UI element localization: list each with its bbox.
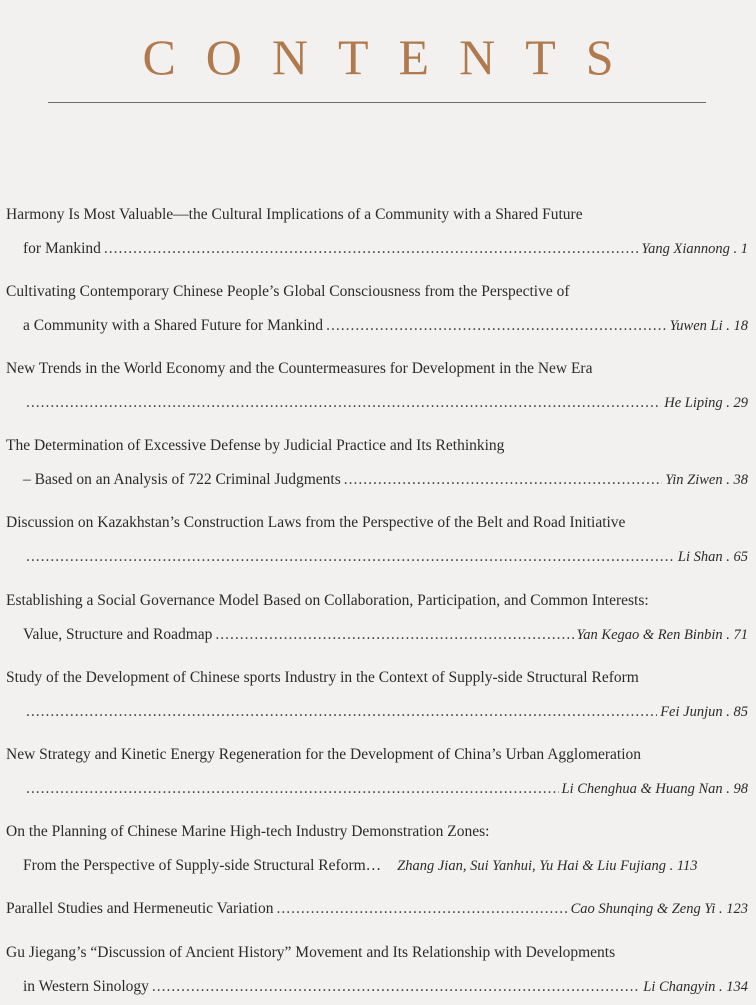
page-title: CONTENTS <box>142 29 644 85</box>
toc-entry-author-page: Fei Junjun . 85 <box>660 704 748 720</box>
toc-entry[interactable] <box>6 661 748 729</box>
toc-entry-title: New Strategy and Kinetic Energy Regeneration for the Development of China’s Urban Agglomeration <box>6 746 642 763</box>
toc-entry-subtitle: From the Perspective of Supply-side Structural Reform… <box>23 857 382 874</box>
toc-entry-author-page: Yuwen Li . 18 <box>669 318 748 334</box>
toc-entry-title: Cultivating Contemporary Chinese People’s Global Consciousness from the Perspective of <box>6 283 570 300</box>
dot-leader <box>104 232 638 266</box>
toc-entry-author-page: Li Chenghua & Huang Nan . 98 <box>561 781 748 797</box>
toc-entry-title: Harmony Is Most Valuable—the Cultural Implications of a Community with a Shared Future <box>6 206 583 223</box>
dot-leader <box>344 463 663 497</box>
toc-entry[interactable] <box>6 584 748 652</box>
dot-leader <box>276 892 567 926</box>
toc-entry[interactable] <box>6 198 748 266</box>
toc-entry[interactable] <box>6 275 748 343</box>
toc-entry-title: On the Planning of Chinese Marine High-tech Industry Demonstration Zones: <box>6 823 490 840</box>
dot-leader <box>26 386 661 420</box>
toc-entry[interactable] <box>6 936 748 1004</box>
toc-entry-title: Study of the Development of Chinese sports Industry in the Context of Supply-side Structural Reform <box>6 669 639 686</box>
toc-entry-author-page: Yan Kegao & Ren Binbin . 71 <box>576 627 748 643</box>
toc-entry-author-page: Zhang Jian, Sui Yanhui, Yu Hai & Liu Fujiang . 113 <box>397 858 698 874</box>
dot-leader <box>26 540 675 574</box>
toc-entry-title: New Trends in the World Economy and the Countermeasures for Development in the New Era <box>6 360 593 377</box>
toc-entry-title: Establishing a Social Governance Model Based on Collaboration, Participation, and Common Interests: <box>6 592 649 609</box>
toc-entry-title: The Determination of Excessive Defense by Judicial Practice and Its Rethinking <box>6 437 505 454</box>
toc-entry-subtitle: for Mankind <box>23 240 101 257</box>
toc-entry-title: Discussion on Kazakhstan’s Construction Laws from the Perspective of the Belt and Road Initiative <box>6 514 626 531</box>
toc-entry-author-page: He Liping . 29 <box>664 395 748 411</box>
toc-entry-subtitle: in Western Sinology <box>23 978 149 995</box>
toc-entry[interactable] <box>6 352 748 420</box>
dot-leader <box>152 970 640 1004</box>
toc-entry[interactable] <box>6 506 748 574</box>
title-divider <box>48 102 706 103</box>
dot-leader <box>326 309 667 343</box>
toc-entry[interactable] <box>6 815 748 883</box>
toc-entry-author-page: Cao Shunqing & Zeng Yi . 123 <box>570 901 748 917</box>
dot-leader <box>26 772 559 806</box>
toc-entry-title: Parallel Studies and Hermeneutic Variation <box>6 900 274 917</box>
dot-leader <box>26 695 657 729</box>
toc-entry-author-page: Li Shan . 65 <box>677 549 748 565</box>
toc-entry-subtitle: Value, Structure and Roadmap <box>23 626 213 643</box>
toc-entry[interactable] <box>6 738 748 806</box>
toc-entry-title: Gu Jiegang’s “Discussion of Ancient History” Movement and Its Relationship with Developments <box>6 944 616 961</box>
toc-entry[interactable] <box>6 429 748 497</box>
toc-entry-author-page: Yin Ziwen . 38 <box>665 472 748 488</box>
toc-entry-author-page: Li Changyin . 134 <box>643 979 748 995</box>
toc-entry-subtitle: – Based on an Analysis of 722 Criminal Judgments <box>23 471 341 488</box>
toc-entry-author-page: Yang Xiannong . 1 <box>641 241 748 257</box>
dot-leader <box>215 618 573 652</box>
toc-entry[interactable] <box>6 892 748 926</box>
toc-entry-subtitle: a Community with a Shared Future for Mankind <box>23 317 324 334</box>
